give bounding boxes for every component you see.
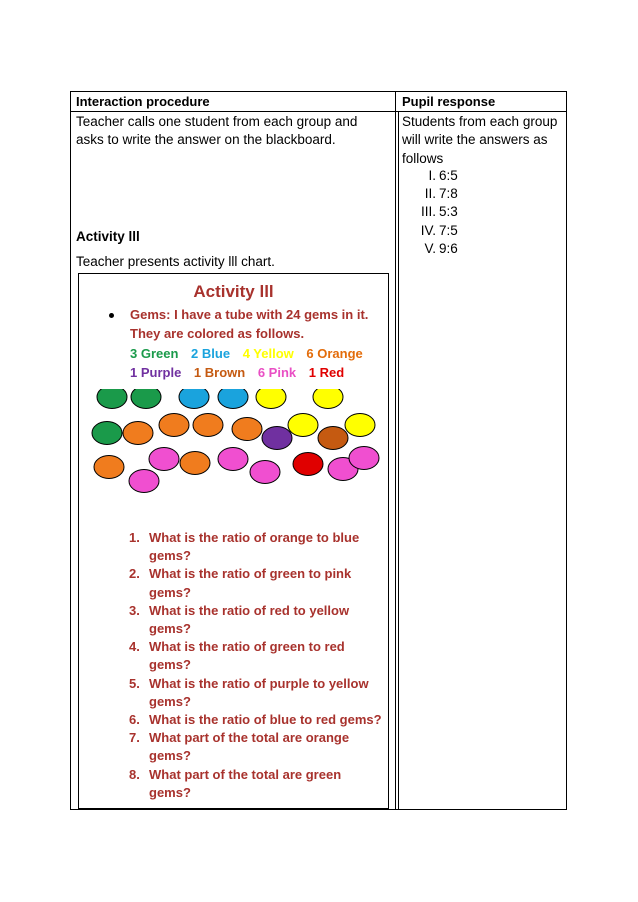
color-count-green: 3 Green [130, 346, 179, 361]
question-item [119, 529, 389, 565]
color-count-orange: 6 Orange [306, 346, 363, 361]
question-text: What is the ratio of purple to yellow [149, 675, 369, 691]
question-number: 4. [129, 639, 140, 655]
question-text: gems? [149, 693, 191, 709]
activity-label: Activity lll [76, 229, 140, 244]
response-text: follows [402, 151, 444, 166]
answer-value: 7:5 [439, 223, 458, 238]
question-text: gems? [149, 584, 191, 600]
activity-chart [78, 273, 389, 809]
color-count-purple: 1 Purple [130, 365, 182, 380]
question-item [119, 766, 389, 802]
question-text: What is the ratio of orange to blue [149, 530, 360, 545]
question-text: gems? [149, 657, 191, 673]
color-count-red: 1 Red [308, 365, 345, 380]
question-item [119, 602, 389, 638]
gem-blue [218, 389, 248, 409]
procedure-text: Teacher presents activity lll chart. [76, 254, 275, 269]
question-item [119, 638, 389, 674]
column-divider [398, 111, 399, 809]
gem-blue [179, 389, 209, 409]
procedure-text: asks to write the answer on the blackboard. [76, 132, 336, 147]
gem-yellow [345, 414, 375, 437]
gem-pink [250, 461, 280, 484]
response-text: Students from each group [402, 114, 558, 129]
question-text: What is the ratio of red to yellow [149, 602, 350, 618]
gem-yellow [313, 389, 343, 409]
gem-pink [349, 447, 379, 470]
gem-red [293, 453, 323, 476]
answer-value: 6:5 [439, 168, 458, 183]
gem-orange [232, 418, 262, 441]
gem-orange [123, 422, 153, 445]
question-text: What part of the total are green [149, 766, 342, 782]
question-number: 7. [129, 730, 140, 746]
question-text: What is the ratio of green to pink [149, 566, 352, 582]
procedure-text: Teacher calls one student from each group and [76, 114, 358, 129]
question-text: What is the ratio of green to red [149, 639, 345, 655]
question-item [119, 675, 389, 711]
gems-description: They are colored as follows. [130, 326, 305, 341]
question-text: gems? [149, 748, 191, 764]
gem-orange [94, 456, 124, 479]
gem-pink [218, 448, 248, 471]
question-item [119, 729, 389, 765]
header-pupil-response: Pupil response [402, 94, 496, 109]
question-number: 1. [129, 530, 140, 545]
header-divider [71, 111, 566, 112]
question-item [119, 711, 389, 729]
color-counts-row [130, 365, 353, 380]
answer-value: 5:3 [439, 204, 458, 219]
lesson-table [70, 91, 567, 810]
gem-yellow [288, 414, 318, 437]
answer-numeral: IV. [420, 223, 436, 238]
question-text: gems? [149, 548, 191, 564]
response-text: will write the answers as [402, 132, 548, 147]
color-count-blue: 2 Blue [191, 346, 231, 361]
question-number: 3. [129, 602, 140, 618]
color-count-yellow: 4 Yellow [242, 346, 294, 361]
gems-description: Gems: I have a tube with 24 gems in it. [130, 307, 369, 322]
question-number: 2. [129, 566, 140, 582]
answer-numeral: V. [424, 241, 436, 256]
question-text: gems? [149, 621, 191, 637]
answer-numeral: I. [428, 168, 436, 183]
header-interaction-procedure: Interaction procedure [76, 94, 210, 109]
gems-illustration [79, 389, 390, 499]
gem-orange [180, 452, 210, 475]
question-text: What is the ratio of blue to red gems? [149, 712, 382, 728]
answer-value: 7:8 [439, 186, 458, 201]
question-number: 5. [129, 675, 140, 691]
color-counts-row [130, 346, 372, 361]
column-divider [395, 92, 396, 809]
question-item [119, 565, 389, 601]
chart-title: Activity lll [193, 282, 274, 301]
gem-green [97, 389, 127, 409]
gem-green [92, 422, 122, 445]
answer-numeral: III. [420, 204, 436, 219]
color-count-pink: 6 Pink [257, 365, 297, 380]
question-number: 6. [129, 712, 140, 728]
gem-pink [149, 448, 179, 471]
gem-purple [262, 427, 292, 450]
question-text: gems? [149, 784, 191, 800]
answer-numeral: II. [424, 186, 436, 201]
question-list [119, 529, 389, 802]
answer-value: 9:6 [439, 241, 458, 256]
color-count-brown: 1 Brown [193, 365, 246, 380]
gem-orange [159, 414, 189, 437]
gem-pink [129, 470, 159, 493]
bullet-icon [109, 313, 114, 318]
gem-yellow [256, 389, 286, 409]
gem-green [131, 389, 161, 409]
question-text: What part of the total are orange [149, 730, 350, 746]
gem-brown [318, 427, 348, 450]
gem-orange [193, 414, 223, 437]
question-number: 8. [129, 766, 140, 782]
